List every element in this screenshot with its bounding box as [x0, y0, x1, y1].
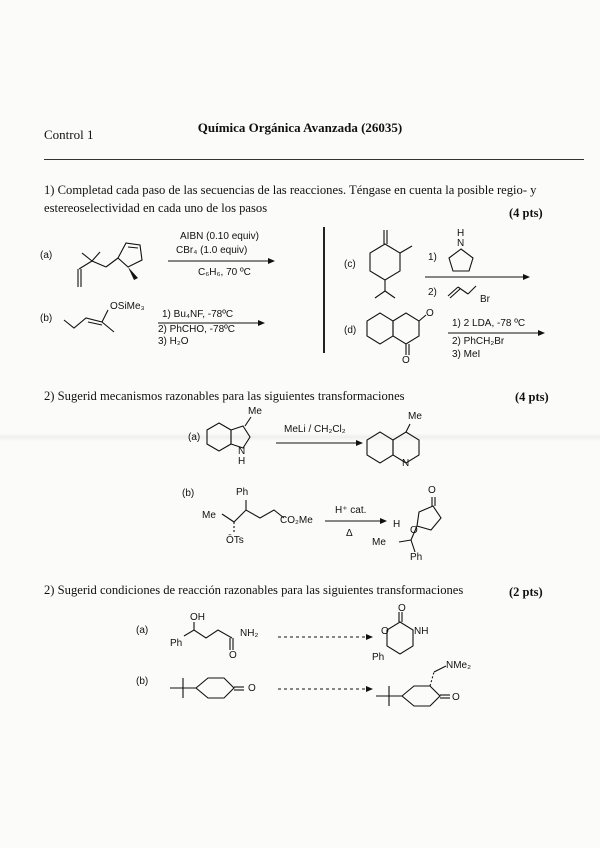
q1c-menthone-structure: [362, 228, 422, 303]
q2b-o-ring: O: [410, 525, 418, 536]
q1d-label: (d): [344, 325, 357, 336]
q1a-reagent1: AIBN (0.10 equiv): [180, 231, 259, 242]
q1d-o-bottom: O: [402, 355, 410, 366]
q3-points: (2 pts): [509, 585, 543, 599]
q1c-arrow: [425, 274, 535, 282]
q2b-h: H: [393, 519, 401, 530]
column-separator: [323, 227, 325, 353]
q2b-reagent: H⁺ cat.: [335, 505, 367, 516]
q2b-me: Me: [202, 510, 216, 521]
q1d-o-top: O: [426, 308, 434, 319]
q1a-arrow: [168, 258, 278, 266]
q1c-amine-h: H: [457, 228, 465, 239]
q1c-amine-n: N: [457, 238, 465, 249]
q1b-label: (b): [40, 313, 53, 324]
q2a-indole-structure: [205, 415, 265, 460]
q3a-oh: OH: [190, 612, 205, 623]
q1b-step1: 1) Bu₄NF, -78ºC: [162, 309, 234, 320]
q3a-dashed-arrow: [278, 634, 378, 642]
q1b-step2: 2) PhCHO, -78ºC: [158, 324, 236, 335]
q1-line2: estereoselectividad en cada uno de los pasos: [44, 201, 268, 215]
q3a-o-carb: O: [398, 603, 406, 614]
q1-line1: 1) Completad cada paso de las secuencias de las reacciones. Téngase en cuenta la posible regio- y: [44, 183, 537, 197]
q2a-label: (a): [188, 432, 201, 443]
q2a-nh-n: N: [238, 446, 246, 457]
q2a-quinoline-structure: [366, 422, 436, 472]
q1c-step1: 1): [428, 252, 437, 263]
q3b-o-right: O: [452, 692, 460, 703]
q3b-nme2: NMe₂: [446, 660, 471, 671]
q3a-label: (a): [136, 625, 149, 636]
q2-points: (4 pts): [515, 390, 549, 404]
q1d-step3: 3) MeI: [452, 349, 481, 360]
q1b-step3: 3) H₂O: [158, 336, 189, 347]
q3a-o-ring: O: [381, 626, 389, 637]
q1d-step1: 1) 2 LDA, -78 ºC: [452, 318, 526, 329]
q1c-pyrrolidine-structure: [446, 246, 478, 276]
q1c-step2: 2): [428, 287, 437, 298]
q1a-reactant-structure: [60, 225, 160, 295]
header-divider: [44, 159, 584, 160]
q3a-nh2: NH₂: [240, 628, 259, 639]
q2a-n-right: N: [402, 458, 410, 469]
q2b-ots: ŌTs: [226, 535, 244, 546]
q2b-label: (b): [182, 488, 195, 499]
q2b-o-carbonyl: O: [428, 485, 436, 496]
q3-title: 2) Sugerid condiciones de reacción razonables para las siguientes transformaciones: [44, 583, 464, 597]
q2a-nh-h: H: [238, 456, 246, 467]
q3b-label: (b): [136, 676, 149, 687]
q2-title: 2) Sugerid mecanismos razonables para las siguientes transformaciones: [44, 389, 405, 403]
q1c-br: Br: [480, 294, 490, 305]
q2a-me-left: Me: [248, 406, 262, 417]
q1a-solvent: C₆H₆, 70 ºC: [198, 267, 251, 278]
q1d-step2: 2) PhCH₂Br: [452, 336, 505, 347]
q2b-lactone-structure: [395, 496, 450, 566]
q2b-heat: Δ: [346, 528, 353, 539]
q3a-ph: Ph: [170, 638, 183, 649]
q1c-label: (c): [344, 259, 356, 270]
q2b-ph-prod: Ph: [410, 552, 423, 563]
q3a-nh: NH: [414, 626, 429, 637]
q1-points: (4 pts): [509, 206, 543, 220]
course-title: Química Orgánica Avanzada (26035): [197, 120, 403, 135]
q2a-arrow: [276, 440, 366, 448]
q3a-o-amide: O: [229, 650, 237, 661]
q2b-me-prod: Me: [372, 537, 386, 548]
q2a-reagent: MeLi / CH₂Cl₂: [284, 424, 346, 435]
q3b-o-left: O: [248, 683, 256, 694]
q2a-me-right: Me: [408, 411, 422, 422]
q3a-ph-prod: Ph: [372, 652, 385, 663]
q2b-ph: Ph: [236, 487, 249, 498]
q2b-arrow: [325, 518, 390, 526]
q1b-group: OSiMe₃: [110, 301, 145, 312]
q1a-reagent2: CBr₄ (1.0 equiv): [176, 245, 248, 256]
control-label: Control 1: [44, 127, 94, 142]
q3b-ketone-structure: [166, 668, 261, 708]
q2b-co2me: CO₂Me: [280, 515, 313, 526]
q1a-label: (a): [40, 250, 53, 261]
q3b-dashed-arrow: [278, 686, 378, 694]
